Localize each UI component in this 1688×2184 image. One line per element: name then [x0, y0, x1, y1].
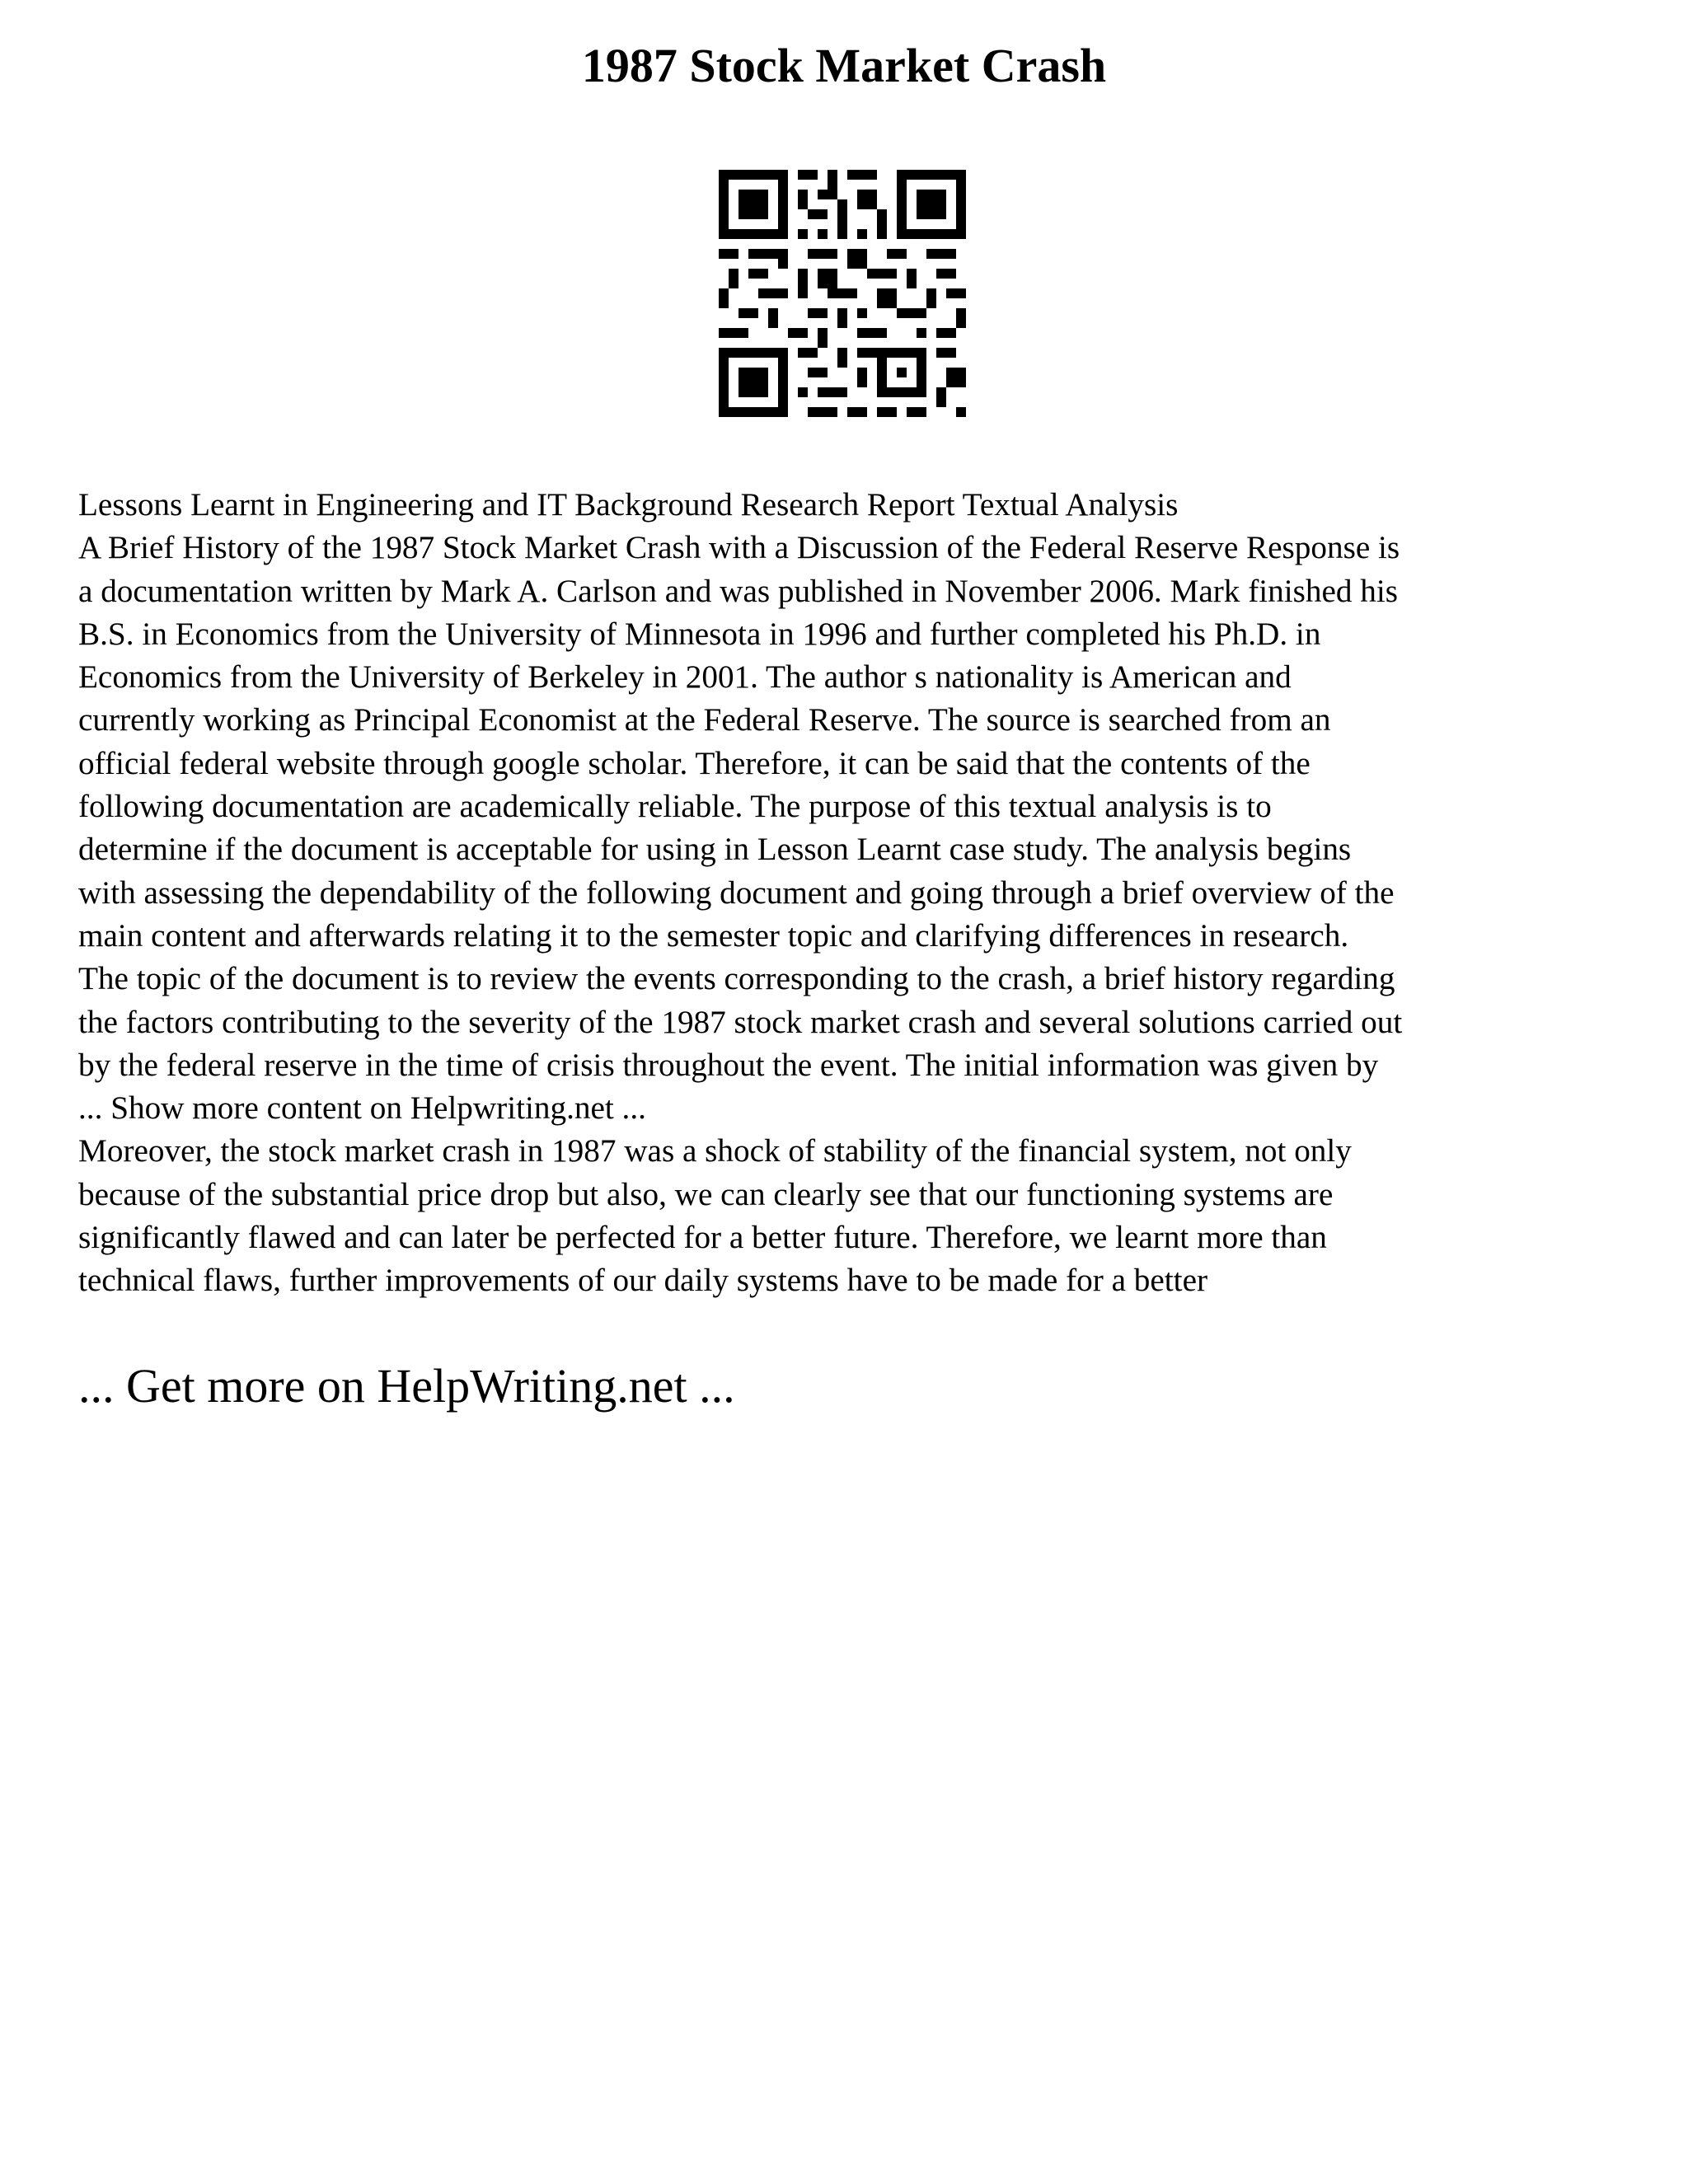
- body-line: B.S. in Economics from the University of Minnesota in 1996 and further completed his Ph.D. in: [78, 616, 1321, 652]
- page-title: 1987 Stock Market Crash: [581, 39, 1107, 92]
- body-line: technical flaws, further improvements of our daily systems have to be made for a better: [78, 1263, 1208, 1299]
- show-more-link[interactable]: ... Show more content on Helpwriting.net ...: [78, 1090, 646, 1127]
- body-line: by the federal reserve in the time of crisis throughout the event. The initial information was given by: [78, 1047, 1379, 1083]
- body-line: a documentation written by Mark A. Carlson and was published in November 2006. Mark finished his: [78, 573, 1398, 609]
- body-line: The topic of the document is to review the events corresponding to the crash, a brief history regarding: [78, 961, 1395, 997]
- body-line: determine if the document is acceptable for using in Lesson Learnt case study. The analysis begins: [78, 832, 1352, 868]
- body-line: following documentation are academically reliable. The purpose of this textual analysis is to: [78, 789, 1272, 825]
- document-body: [78, 484, 1620, 1303]
- body-line: Economics from the University of Berkeley in 2001. The author s nationality is American and: [78, 659, 1292, 696]
- body-line: main content and afterwards relating it to the semester topic and clarifying differences in research.: [78, 917, 1349, 954]
- body-line: currently working as Principal Economist at the Federal Reserve. The source is searched from an: [78, 702, 1331, 738]
- get-more-link[interactable]: ... Get more on HelpWriting.net ...: [78, 1359, 735, 1413]
- body-line: Moreover, the stock market crash in 1987 was a shock of stability of the financial system, not only: [78, 1133, 1352, 1169]
- body-line: A Brief History of the 1987 Stock Market Crash with a Discussion of the Federal Reserve Response is: [78, 530, 1400, 566]
- body-line: with assessing the dependability of the following document and going through a brief overview of the: [78, 874, 1395, 911]
- body-line: Lessons Learnt in Engineering and IT Background Research Report Textual Analysis: [78, 487, 1179, 523]
- body-line: official federal website through google scholar. Therefore, it can be said that the contents of the: [78, 745, 1311, 781]
- qr-code-icon: [719, 170, 966, 417]
- body-line: because of the substantial price drop but also, we can clearly see that our functioning systems are: [78, 1176, 1334, 1212]
- body-line: significantly flawed and can later be perfected for a better future. Therefore, we learnt more than: [78, 1220, 1327, 1256]
- body-line: the factors contributing to the severity of the 1987 stock market crash and several solutions carried out: [78, 1004, 1403, 1040]
